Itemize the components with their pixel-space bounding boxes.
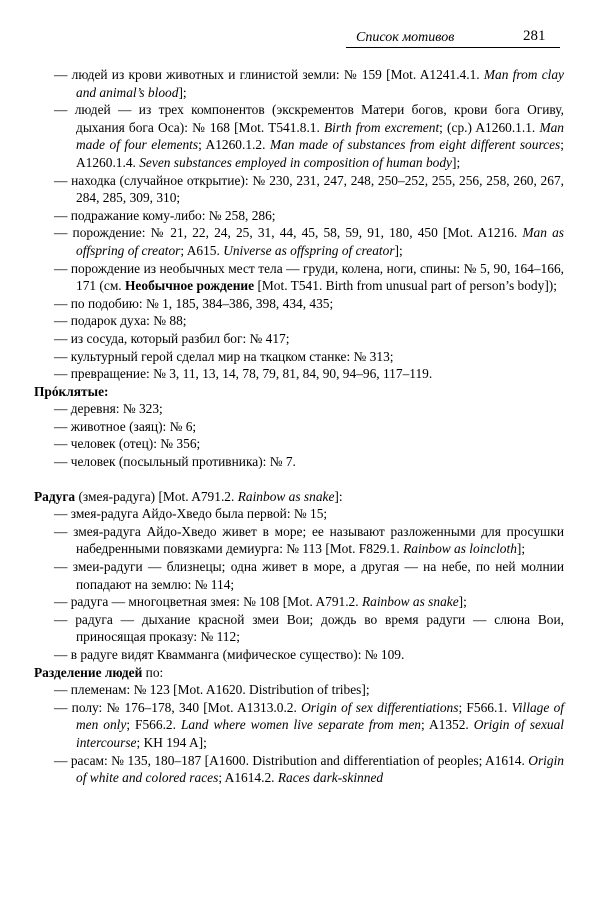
entry: — змея-радуга Айдо-Хведо была первой: № 15; bbox=[54, 506, 328, 522]
entry: — людей из крови животных и глинистой земли: № 159 [Mot. A1241.4.1. Man from clay and animal’s blood]; bbox=[54, 67, 565, 100]
section-heading: Прóклятые: bbox=[34, 383, 109, 399]
entry: — радуга — многоцветная змея: № 108 [Mot. A791.2. Rainbow as snake]; bbox=[54, 594, 467, 610]
section-heading: Разделение людей по: bbox=[34, 664, 164, 680]
entry: — человек (отец): № 356; bbox=[54, 436, 201, 452]
entry: — племенам: № 123 [Mot. A1620. Distribution of tribes]; bbox=[54, 682, 370, 698]
entry: — подарок духа: № 88; bbox=[54, 313, 187, 329]
entry: — расам: № 135, 180–187 [A1600. Distribution and differentiation of peoples; A1614. Origin of white and colored races; A1614.2. Races dark-skinned bbox=[54, 752, 564, 786]
section-gap bbox=[34, 471, 564, 488]
entry: — в радуге видят Квамманга (мифическое существо): № 109. bbox=[54, 647, 405, 662]
entry: — животное (заяц): № 6; bbox=[54, 418, 197, 434]
entry: — подражание кому-либо: № 258, 286; bbox=[54, 207, 276, 223]
entry: — культурный герой сделал мир на ткацком станке: № 313; bbox=[54, 348, 394, 364]
entry: — людей — из трех компонентов (экскрементов Матери богов, крови бога Огиву, дыхания бога Оса): № 168 [Mot. T541.8.1. Birth from excrement; (ср.) A1260.1.1. Man made of four elements; A1260.1.2. Man made of substances from eight different sources; A1260.1.4. Seven substances employed in composition of human body]; bbox=[54, 102, 564, 170]
header-rule bbox=[346, 47, 560, 48]
section-heading: Радуга (змея-радуга) [Mot. A791.2. Rainbow as snake]: bbox=[34, 488, 343, 504]
motif-index-text bbox=[34, 66, 564, 787]
entry: — радуга — дыхание красной змеи Вои; дождь во время радуги — слюна Вои, приносящая проказу: № 112; bbox=[54, 611, 564, 645]
entry: — из сосуда, который разбил бог: № 417; bbox=[54, 330, 290, 346]
entry: — превращение: № 3, 11, 13, 14, 78, 79, 81, 84, 90, 94–96, 117–119. bbox=[54, 366, 433, 382]
page-number: 281 bbox=[523, 28, 546, 44]
entry: — по подобию: № 1, 185, 384–386, 398, 434, 435; bbox=[54, 295, 334, 311]
entry: — деревня: № 323; bbox=[54, 401, 163, 417]
entry: — порождение: № 21, 22, 24, 25, 31, 44, 45, 58, 59, 91, 180, 450 [Mot. A1216. Man as offspring of creator; A615. Universe as offspring of creator]; bbox=[54, 225, 564, 258]
page-header bbox=[0, 24, 600, 48]
entry: — змея-радуга Айдо-Хведо живет в море; ее называют разложенными для просушки набедренными повязками демиурга: № 113 [Mot. F829.1. Rainbow as loincloth]; bbox=[54, 523, 564, 557]
entry: — змеи-радуги — близнецы; одна живет в море, а другая — на небе, по ней молнии попадают на землю: № 114; bbox=[54, 559, 564, 592]
entry: — полу: № 176–178, 340 [Mot. A1313.0.2. Origin of sex differentiations; F566.1. Village of men only; F566.2. Land where women live separate from men; A1352. Origin of sexual intercourse; KH 194 A]; bbox=[54, 699, 564, 750]
entry: — порождение из необычных мест тела — груди, колена, ноги, спины: № 5, 90, 164–166, 171 (см. Необычное рождение [Mot. T541. Birth from unusual part of person’s body]); bbox=[54, 260, 564, 294]
running-title: Список мотивов bbox=[356, 30, 455, 45]
entry: — находка (случайное открытие): № 230, 231, 247, 248, 250–252, 255, 256, 258, 260, 267, 284, 285, 309, 310; bbox=[54, 172, 564, 206]
entry: — человек (посыльный противника): № 7. bbox=[54, 454, 296, 470]
